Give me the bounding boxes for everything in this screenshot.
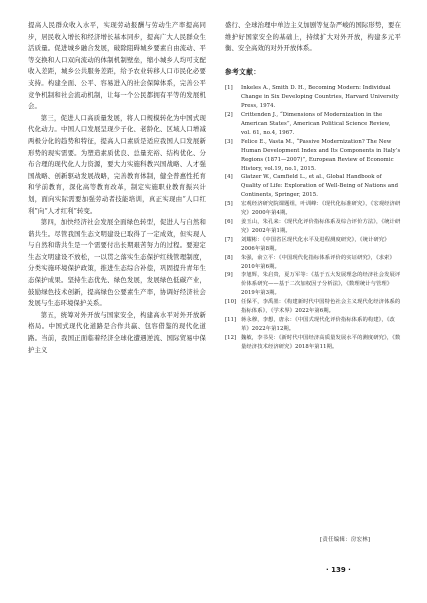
reference-item [225, 173, 401, 200]
reference-number: [9] [225, 272, 233, 279]
right-text-column [225, 20, 401, 352]
reference-number: [12] [225, 334, 237, 341]
reference-number: [4] [225, 174, 233, 181]
reference-text: Crittenden J., “Dimensions of Modernization in the American States”, American Political Science Review, vol. 61, no.4, 1967. [241, 112, 391, 136]
reference-item [225, 298, 401, 316]
reference-text: 蒋永穆，李想，唐永：《中国式现代化评价指标体系的构建》，《改革》2022年第12期。 [241, 316, 395, 332]
reference-text: Inkeles A., Smith D. H., Becoming Modern: Individual Change in Six Developing Countries, Harvard University Press, 1974. [241, 85, 399, 110]
body-paragraph-continuation: 盛行、全球治理中单边主义加剧等复杂严峻的国际形势，要在维护好国家安全的基础上，持续扩大对外开放，构建多元平衡、安全高效的对外开放体系。 [225, 21, 401, 53]
reference-item [225, 200, 401, 218]
reference-item [225, 316, 401, 334]
reference-number: [7] [225, 236, 233, 243]
reference-text: Glatzer W., Camfield L., et al., Global Handbook of Quality of Life: Exploration of Well-Being of Nations and Continents, Springer, 2015. [241, 174, 399, 199]
reference-number: [3] [225, 138, 233, 145]
body-paragraph: 第三，促进人口高质量发展，将人口规模转化为中国式现代化动力。中国人口发展呈现少子化、老龄化、区域人口增减两极分化的趋势和特征，提高人口素质是适应我国人口发展新形势的现实需要。为塑造素质优良、总量充裕、结构优化、分布合理的现代化人力资源，要大力实施科教兴国战略、人才强国战略、创新驱动发展战略，完善教育体制，健全普惠性托育和学前教育，深化高等教育改革，制定实施职业教育振兴计划，面向实际需要加强劳动者技能培训，真正实现由“人口红利”向“人才红利”转变。 [28, 113, 206, 215]
reference-item [225, 254, 401, 272]
reference-text: 李旭辉，朱启贵，夏万军等：《基于五大发展理念的经济社会发展评价体系研究——基于二次加权因子分析法》，《数理统计与管理》2019年第3期。 [241, 272, 401, 297]
body-paragraph: 提高人民群众收入水平，实现劳动报酬与劳动生产率提高同步，居民收入增长和经济增长基本同步，提高广大人民群众生活质量。促进城乡融合发展，破除阻碍城乡要素自由流动、平等交换和人口双向流动的体制机制壁垒，缩小城乡人均可支配收入差距，城乡公共服务差距，给予农业转移人口市民化必要支持。构建全面、公平、容易进入的社会保障体系，完善公平竞争机制和社会流动机制，让每一个公民都拥有平等的发展机会。 [28, 21, 206, 111]
reference-item [225, 334, 401, 352]
reference-number: [8] [225, 254, 233, 261]
reference-number: [5] [225, 201, 233, 208]
reference-list [225, 84, 401, 351]
reference-item [225, 218, 401, 236]
reference-item [225, 271, 401, 298]
reference-text: 朱强，俞立平：《中国现代化指标体系评价的实证研究》，《求索》2010年第6期。 [241, 254, 395, 270]
reference-text: 姜玉山，朱孔来：《现代化评价指标体系及综合评价方法》，《统计研究》2002年第1期。 [241, 218, 401, 234]
reference-item [225, 84, 401, 111]
reference-text: 宏观经济研究院课题组，叶训峰：《现代化标准研究》，《宏观经济研究》2000年第4期。 [241, 201, 401, 217]
reference-number: [11] [225, 316, 237, 323]
page-number: · 139 · [326, 566, 351, 574]
reference-number: [10] [225, 299, 237, 306]
reference-item [225, 138, 401, 174]
reference-item [225, 111, 401, 138]
reference-item [225, 236, 401, 254]
body-paragraph: 第四，加快经济社会发展全面绿色转型，促进人与自然和谐共生。尽管我国生态文明建设已取得了一定成效，但实现人与自然和谐共生是一个需要付出长期艰苦努力的过程。要迎定生态文明建设不放松，一以贯之落实生态保护红线管理制度，分类实施环境保护政策，推进生态综合补偿，巩固提升青年生态保护成果。坚持生态优先、绿色发展，发展绿色低碳产业，鼓励绿色技术创新，提高绿色公要素生产率，协调好经济社会发展与生态环境保护关系。 [28, 218, 206, 308]
reference-number: [1] [225, 85, 233, 92]
responsible-editor-note: [责任编辑：房宏林] [320, 537, 371, 543]
left-text-column [28, 20, 206, 356]
reference-number: [6] [225, 218, 233, 225]
reference-text: 任保平，李禹墨：《构建新时代中国特色社会主义现代化经济体系的指标体系》，《学术界》2022年第6期。 [241, 299, 401, 315]
body-paragraph: 第五，统筹对外开放与国家安全，构建高水平对外开放新格局。中国式现代化道路是合作共赢、包容借鉴的现代化道路。当前，我国正面临着经济全球化遭遇逆流、国际贸易中保护主义 [28, 310, 206, 354]
references-heading: 参考文献： [225, 67, 261, 76]
reference-number: [2] [225, 112, 233, 119]
reference-text: 魏敏，李书昊：《新时代中国经济高质量发展水平的测度研究》，《数量经济技术经济研究》2018年第11期。 [241, 334, 401, 350]
reference-text: Felice E., Vasta M., “Passive Modernization? The New Human Development Index and Its Components in Italy’s Regions (1871—2007)”, European Review of Economic History, vol.19, no.1, 2015. [241, 138, 401, 172]
reference-text: 刘耀彬：《中国省区现代化水平及进程测度研究》，《统计研究》2006年第8期。 [241, 236, 390, 252]
